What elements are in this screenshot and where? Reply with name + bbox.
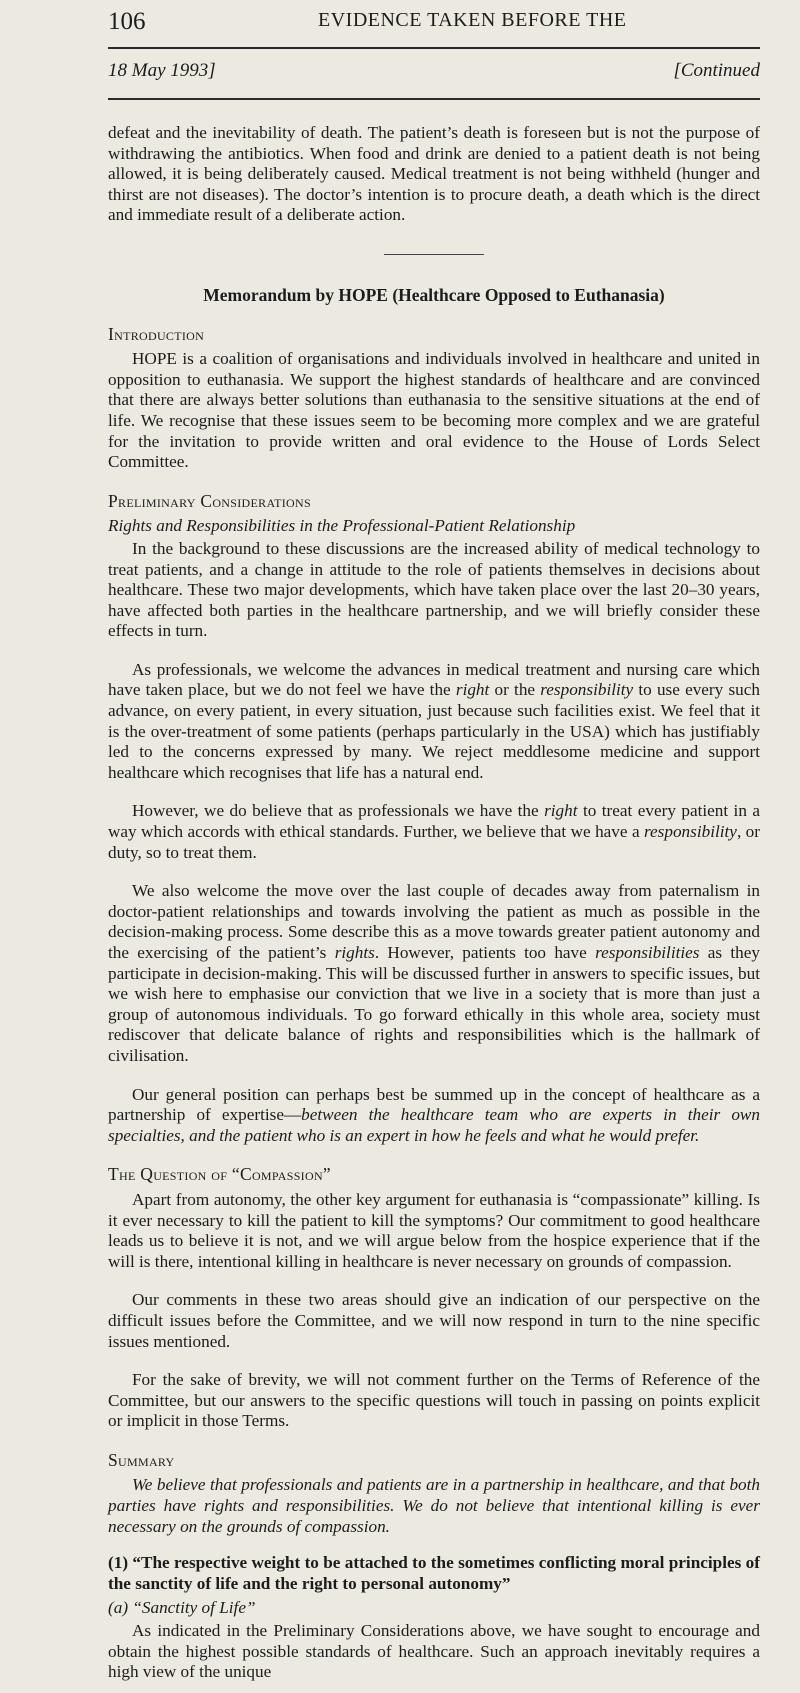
preliminary-heading: Preliminary Considerations [108, 490, 311, 511]
continued-label: [Continued [673, 60, 760, 81]
compassion-heading: The Question of “Compassion” [108, 1164, 331, 1185]
question-1-heading: (1) “The respective weight to be attached to the sometimes conflicting moral principles of the sanctity of life and the right to personal autonomy” [108, 1553, 760, 1593]
header-rule-top [108, 47, 760, 49]
preliminary-paragraph-4: We also welcome the move over the last couple of decades away from paternalism in doctor-patient relationships and towards involving the patient as much as possible in the decision-making process. Some describe this as a move towards greater patient autonomy and the exercising of the patient’s rights. However, patients too have responsibilities as they participate in decision-making. This will be discussed further in answers to specific issues, but we wish here to emphasise our conviction that we live in a society that is more than just a group of autonomous individuals. To go forward ethically in this whole area, society must rediscover that delicate balance of rights and responsibilities which is the hallmark of civilisation. [108, 881, 760, 1065]
compassion-paragraph-3: For the sake of brevity, we will not comment further on the Terms of Reference of the Committee, but our answers to the specific questions will touch in passing on points explicit or implicit in those Terms. [108, 1370, 760, 1431]
question-1-paragraph: As indicated in the Preliminary Considerations above, we have sought to encourage and obtain the highest possible standards of healthcare. Such an approach inevitably requires a high view of the unique [108, 1621, 760, 1682]
preliminary-paragraph-5: Our general position can perhaps best be summed up in the concept of healthcare as a partnership of expertise—between the healthcare team who are experts in their own specialties, and the patient who is an expert in how he feels and what he would prefer. [108, 1084, 760, 1145]
running-head: EVIDENCE TAKEN BEFORE THE [318, 9, 627, 31]
compassion-paragraph-1: Apart from autonomy, the other key argument for euthanasia is “compassionate” killing. Is it ever necessary to kill the patient to kill the symptoms? Our commitment to good healthcare leads us to believe it is not, and we will argue below from the hospice experience that if the will is there, intentional killing in healthcare is never necessary on grounds of compassion. [108, 1189, 760, 1271]
introduction-heading: Introduction [108, 323, 205, 344]
summary-heading: Summary [108, 1449, 175, 1470]
preliminary-paragraph-1: In the background to these discussions are the increased ability of medical technology to treat patients, and a change in attitude to the role of patients themselves in decisions about healthcare. These two major developments, which have taken place over the last 20–30 years, have affected both parties in the healthcare partnership, and we will briefly consider these effects in turn. [108, 538, 760, 641]
sanctity-subheading: (a) “Sanctity of Life” [108, 1598, 256, 1618]
rights-subheading: Rights and Responsibilities in the Professional-Patient Relationship [108, 516, 576, 536]
summary-paragraph: We believe that professionals and patients are in a partnership in healthcare, and that both parties have rights and responsibilities. We do not believe that intentional killing is ever necessary on the grounds of compassion. [108, 1475, 760, 1536]
introduction-paragraph: HOPE is a coalition of organisations and individuals involved in healthcare and united in opposition to euthanasia. We support the highest standards of healthcare and are convinced that there are always better solutions than euthanasia to the sensitive situations at the end of life. We recognise that these issues seem to be becoming more complex and we are grateful for the invitation to provide written and oral evidence to the House of Lords Select Committee. [108, 349, 760, 472]
page-number: 106 [108, 8, 146, 35]
compassion-paragraph-2: Our comments in these two areas should give an indication of our perspective on the difficult issues before the Committee, and we will now respond in turn to the nine specific issues mentioned. [108, 1290, 760, 1351]
opening-paragraph: defeat and the inevitability of death. The patient’s death is foreseen but is not the purpose of withdrawing the antibiotics. When food and drink are denied to a patient death is not being allowed, it is being deliberately caused. Medical treatment is not being withheld (hunger and thirst are not diseases). The doctor’s intention is to procure death, a death which is the direct and immediate result of a deliberate action. [108, 123, 760, 225]
header-rule-bottom [108, 98, 760, 100]
preliminary-paragraph-3: However, we do believe that as professionals we have the right to treat every patient in a way which accords with ethical standards. Further, we believe that we have a responsibility, or duty, so to treat them. [108, 801, 760, 862]
section-divider [384, 254, 484, 255]
session-date: 18 May 1993] [108, 60, 216, 81]
memorandum-title: Memorandum by HOPE (Healthcare Opposed to Euthanasia) [203, 284, 665, 305]
document-body [108, 123, 760, 1693]
page-header [108, 8, 760, 58]
preliminary-paragraph-2: As professionals, we welcome the advances in medical treatment and nursing care which have taken place, but we do not feel we have the right or the responsibility to use every such advance, on every patient, in every situation, just because such facilities exist. We feel that it is the over-treatment of some patients (perhaps particularly in the USA) which has justifiably led to the concerns expressed by many. We reject meddlesome medicine and support healthcare which recognises that life has a natural end. [108, 659, 760, 782]
